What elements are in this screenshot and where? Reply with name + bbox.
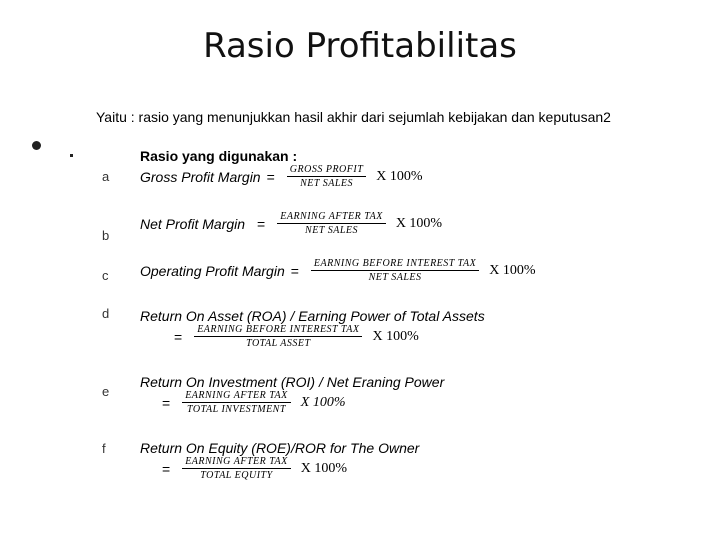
multiplier: X 100% [300, 394, 346, 410]
multiplier: X 100% [489, 262, 536, 278]
formula-label-roa: Return On Asset (ROA) / Earning Power of Total Assets [140, 308, 485, 324]
item-letter-c: c [102, 268, 109, 283]
multiplier: X 100% [395, 215, 443, 231]
equals-sign: = [290, 262, 299, 279]
fraction [277, 211, 386, 236]
dot-icon [70, 154, 73, 157]
formula-operating-profit-margin [140, 258, 536, 283]
equals-sign: = [174, 328, 183, 345]
equals-sign: = [162, 460, 171, 477]
multiplier: X 100% [372, 328, 419, 344]
fraction [194, 324, 362, 349]
slide-title: Rasio Profitabilitas [203, 26, 517, 66]
formula-label-roe: Return On Equity (ROE)/ROR for The Owner [140, 440, 420, 456]
fraction-numerator: EARNING BEFORE INTEREST TAX [194, 324, 362, 337]
equals-sign: = [266, 168, 275, 185]
formula-label-roi: Return On Investment (ROI) / Net Eraning Power [140, 374, 445, 390]
fraction-numerator: EARNING AFTER TAX [277, 211, 386, 224]
formula-label: Net Profit Margin [140, 215, 246, 232]
fraction [287, 164, 367, 189]
formula-label: Gross Profit Margin [140, 168, 261, 185]
fraction-denominator: TOTAL INVESTMENT [187, 404, 286, 415]
intro-text: Yaitu : rasio yang menunjukkan hasil akhir dari sejumlah kebijakan dan keputusan2 [96, 109, 611, 125]
fraction-denominator: NET SALES [300, 178, 353, 189]
formula-roi [162, 390, 345, 415]
multiplier: X 100% [376, 168, 423, 184]
bullet-icon [32, 141, 41, 150]
fraction [182, 456, 291, 481]
fraction [311, 258, 479, 283]
equals-sign: = [257, 215, 266, 232]
equals-sign: = [162, 394, 171, 411]
formula-net-profit-margin [140, 211, 442, 236]
fraction [182, 390, 291, 415]
fraction-numerator: GROSS PROFIT [287, 164, 367, 177]
fraction-numerator: EARNING BEFORE INTEREST TAX [311, 258, 479, 271]
fraction-denominator: TOTAL EQUITY [200, 470, 273, 481]
fraction-numerator: EARNING AFTER TAX [182, 456, 291, 469]
multiplier: X 100% [300, 460, 348, 476]
fraction-denominator: NET SALES [368, 272, 422, 283]
formula-label: Operating Profit Margin [140, 262, 285, 279]
formula-roa [174, 324, 419, 349]
item-letter-d: d [102, 306, 110, 321]
item-letter-e: e [102, 384, 110, 399]
fraction-numerator: EARNING AFTER TAX [182, 390, 291, 403]
fraction-denominator: NET SALES [305, 225, 358, 236]
fraction-denominator: TOTAL ASSET [246, 338, 311, 349]
ratios-heading: Rasio yang digunakan : [140, 148, 298, 164]
formula-gross-profit-margin [140, 164, 423, 189]
formula-roe [162, 456, 347, 481]
item-letter-b: b [102, 228, 110, 243]
item-letter-f: f [102, 441, 106, 456]
item-letter-a: a [102, 169, 110, 184]
